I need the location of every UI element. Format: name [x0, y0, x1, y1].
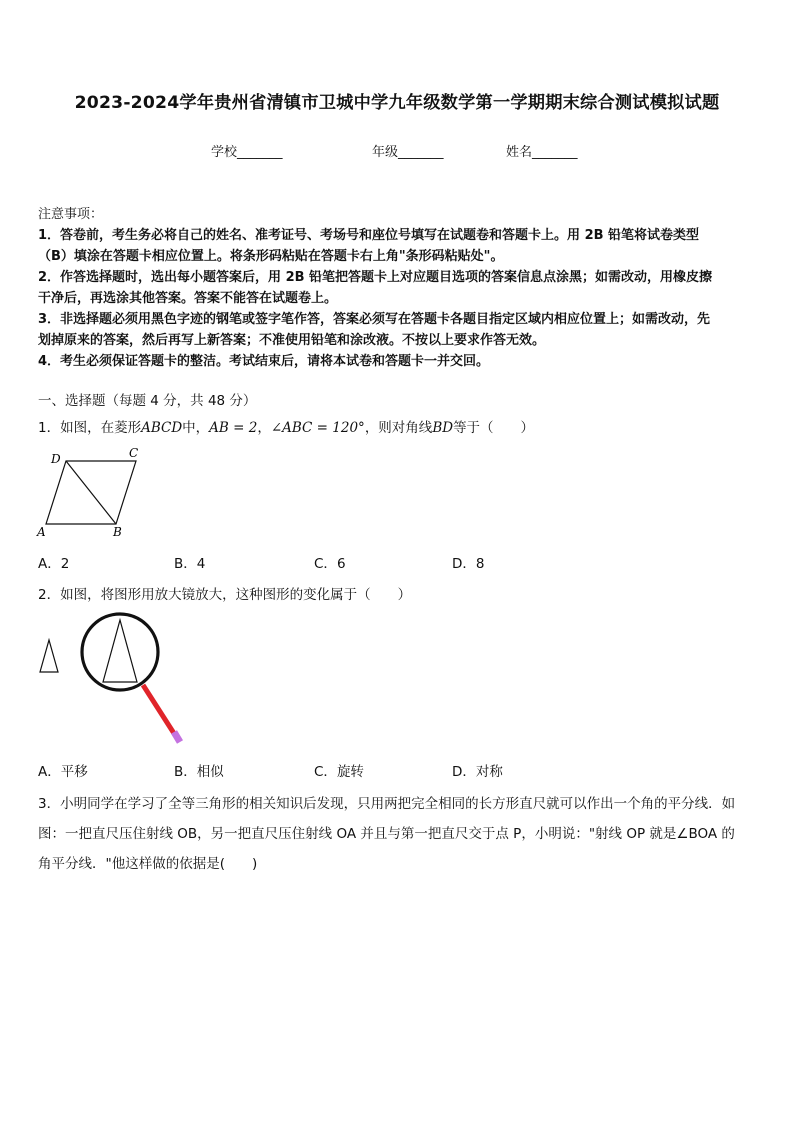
q2-option-d: D．对称	[452, 764, 503, 780]
q2-option-a: A．平移	[38, 764, 88, 780]
math-cond-2: ∠ABC = 120°	[270, 420, 365, 436]
magnifier-figure	[36, 610, 186, 750]
notice-line-5: 3．非选择题必须用黑色字迹的钢笔或签字笔作答，答案必须写在答题卡各题目指定区域内相应位置上；如需改动，先	[38, 312, 711, 327]
section-heading: 一、选择题（每题 4 分，共 48 分）	[38, 393, 257, 409]
question-3-line-2: 图：一把直尺压住射线 OB，另一把直尺压住射线 OA 并且与第一把直尺交于点 P，小明说："射线 OP 就是∠BOA 的	[38, 826, 735, 842]
math-shape: ABCD	[141, 420, 183, 436]
q1-option-a: A．2	[38, 556, 70, 572]
school-field: 学校_______	[211, 145, 283, 160]
vertex-label-d: D	[51, 452, 61, 466]
question-3-line-3: 角平分线．"他这样做的依据是( )	[38, 856, 258, 872]
grade-field: 年级_______	[372, 145, 444, 160]
vertex-label-a: A	[37, 525, 46, 539]
small-triangle	[40, 640, 58, 672]
vertex-label-b: B	[113, 525, 122, 539]
q1-option-b: B．4	[174, 556, 206, 572]
magnifier-handle	[143, 685, 175, 735]
notice-line-4: 干净后，再选涂其他答案。答案不能答在试题卷上。	[38, 291, 338, 306]
q1-option-d: D．8	[452, 556, 485, 572]
question-2-stem: 2．如图，将图形用放大镜放大，这种图形的变化属于（ ）	[38, 587, 412, 603]
notice-heading: 注意事项：	[38, 207, 104, 222]
question-1-stem: 1．如图，在菱形ABCD中，AB = 2，∠ABC = 120°，则对角线BD等于（ ）	[38, 420, 535, 436]
q1-option-c: C．6	[314, 556, 346, 572]
magnifier-handle-tip	[174, 732, 180, 742]
notice-line-6: 划掉原来的答案，然后再写上新答案；不准使用铅笔和涂改液。不按以上要求作答无效。	[38, 333, 546, 348]
rhombus-figure	[36, 446, 146, 540]
notice-line-3: 2．作答选择题时，选出每小题答案后，用 2B 铅笔把答题卡上对应题目选项的答案信息点涂黑；如需改动，用橡皮擦	[38, 270, 713, 285]
notice-line-2: （B）填涂在答题卡相应位置上。将条形码粘贴在答题卡右上角"条形码粘贴处"。	[38, 249, 504, 264]
math-diag: BD	[432, 420, 454, 436]
notice-line-7: 4．考生必须保证答题卡的整洁。考试结束后，请将本试卷和答题卡一并交回。	[38, 354, 490, 369]
q2-option-c: C．旋转	[314, 764, 364, 780]
lens-ring	[82, 614, 158, 690]
question-3-line-1: 3．小明同学在学习了全等三角形的相关知识后发现，只用两把完全相同的长方形直尺就可以作出一个角的平分线．如	[38, 796, 736, 812]
page-title: 2023-2024学年贵州省清镇市卫城中学九年级数学第一学期期末综合测试模拟试题	[74, 93, 720, 113]
math-cond-1: AB = 2	[209, 420, 258, 436]
name-field: 姓名_______	[506, 145, 578, 160]
q2-option-b: B．相似	[174, 764, 224, 780]
vertex-label-c: C	[129, 446, 139, 460]
notice-line-1: 1．答卷前，考生务必将自己的姓名、准考证号、考场号和座位号填写在试题卷和答题卡上。用 2B 铅笔将试卷类型	[38, 228, 700, 243]
